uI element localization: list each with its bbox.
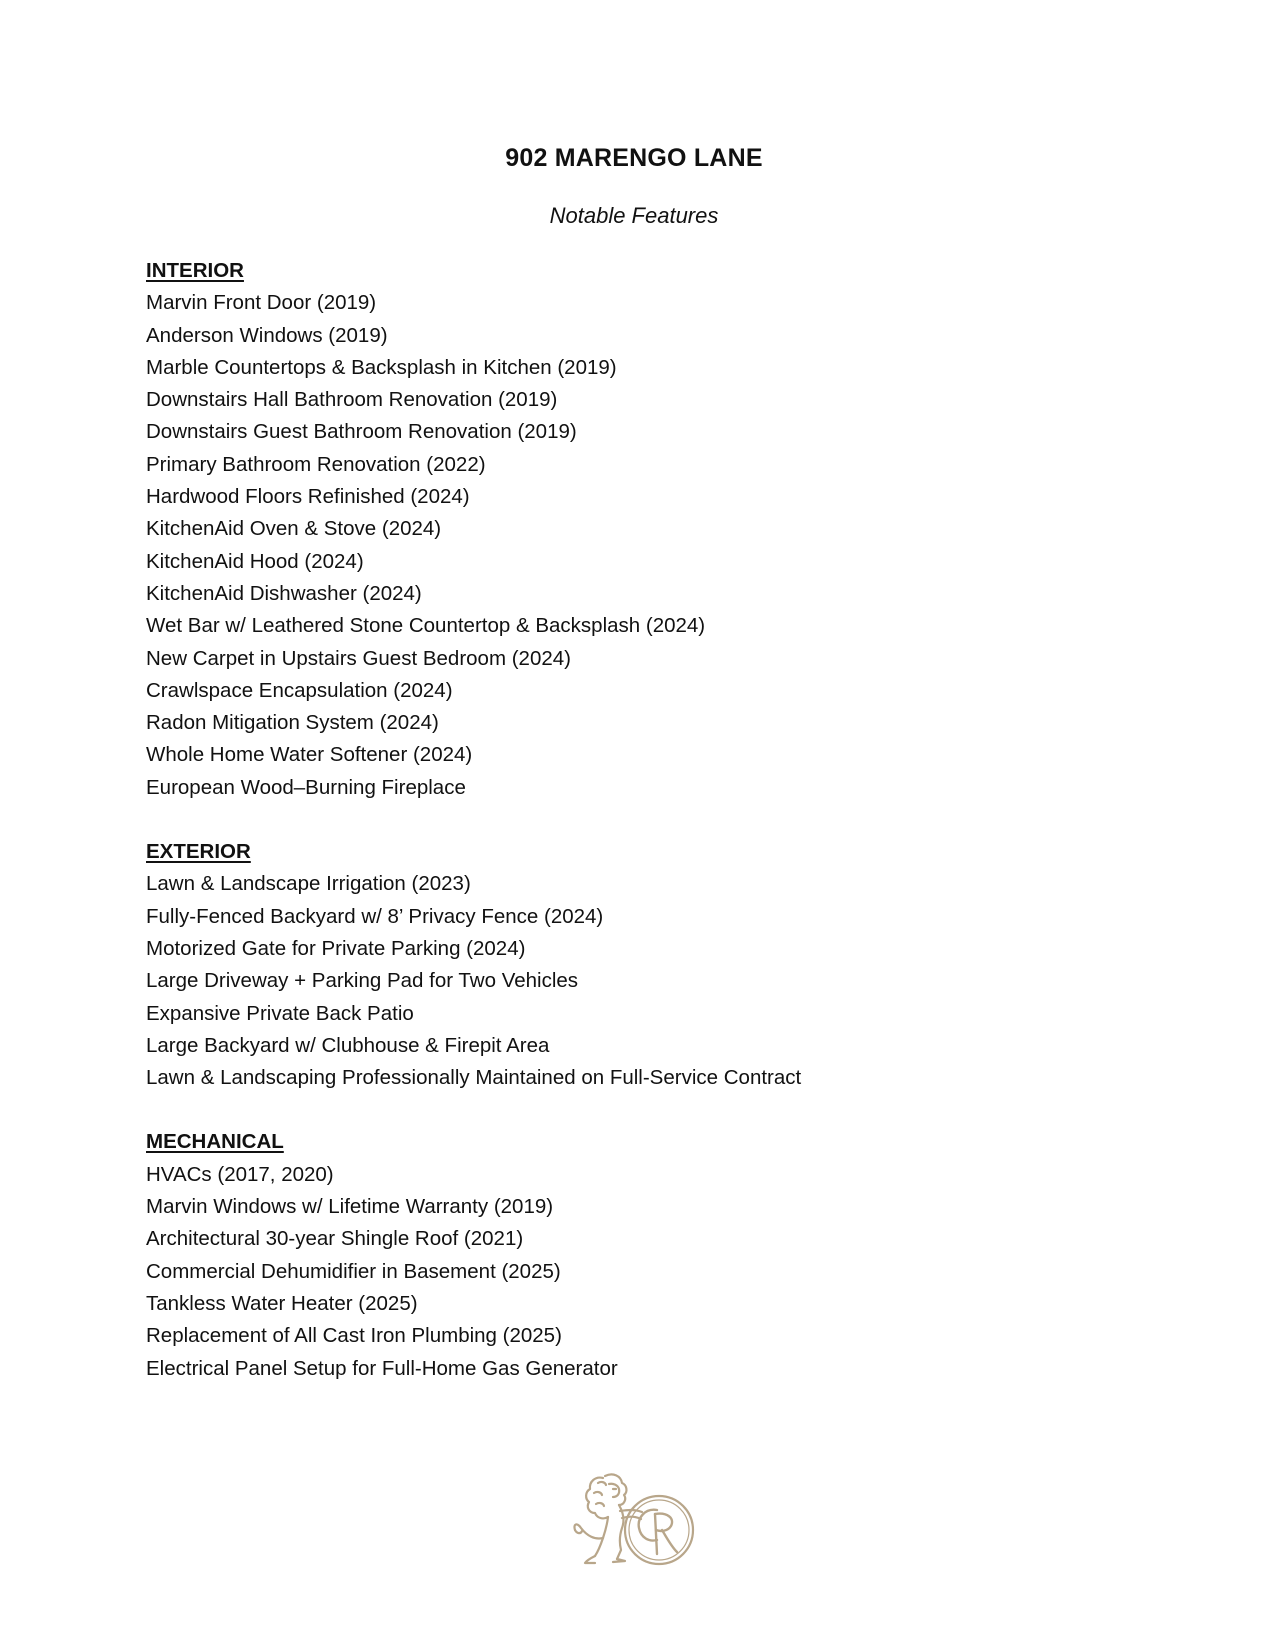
feature-item: European Wood–Burning Fireplace [146,775,466,799]
document-subtitle: Notable Features [549,203,719,228]
feature-item: Marvin Front Door (2019) [146,291,377,315]
section-heading: MECHANICAL [146,1130,284,1154]
feature-item: Primary Bathroom Renovation (2022) [146,452,486,476]
feature-item: Electrical Panel Setup for Full-Home Gas Generator [146,1356,618,1380]
feature-item: HVACs (2017, 2020) [146,1162,334,1186]
feature-item: Fully-Fenced Backyard w/ 8’ Privacy Fence (2024) [146,904,604,928]
section-heading: EXTERIOR [146,840,251,864]
feature-item: Lawn & Landscape Irrigation (2023) [146,872,471,896]
feature-item: Crawlspace Encapsulation (2024) [146,678,453,702]
section-mechanical [146,1126,1146,1384]
feature-item: Marble Countertops & Backsplash in Kitchen (2019) [146,355,617,379]
feature-item: Replacement of All Cast Iron Plumbing (2025) [146,1324,562,1348]
feature-item: Radon Mitigation System (2024) [146,711,439,735]
feature-item: Architectural 30-year Shingle Roof (2021) [146,1227,524,1251]
feature-list [146,287,1146,804]
feature-item: Commercial Dehumidifier in Basement (2025) [146,1259,561,1283]
feature-item: Anderson Windows (2019) [146,323,388,347]
feature-item: Wet Bar w/ Leathered Stone Countertop & Backsplash (2024) [146,614,706,638]
feature-sections [146,255,1146,1417]
lion-monogram-logo-icon [565,1466,699,1570]
feature-list [146,868,1146,1094]
feature-item: Whole Home Water Softener (2024) [146,743,473,767]
feature-list [146,1159,1146,1385]
feature-item: New Carpet in Upstairs Guest Bedroom (2024) [146,646,571,670]
feature-item: KitchenAid Dishwasher (2024) [146,581,422,605]
feature-item: Lawn & Landscaping Professionally Maintained on Full-Service Contract [146,1066,802,1090]
feature-item: Hardwood Floors Refinished (2024) [146,485,470,509]
section-interior [146,255,1146,804]
feature-item: Motorized Gate for Private Parking (2024) [146,936,526,960]
feature-item: Expansive Private Back Patio [146,1001,414,1025]
document-title: 902 MARENGO LANE [505,144,763,172]
feature-item: Large Backyard w/ Clubhouse & Firepit Area [146,1033,550,1057]
feature-item: KitchenAid Hood (2024) [146,549,364,573]
feature-item: Downstairs Guest Bathroom Renovation (2019) [146,420,577,444]
feature-item: Marvin Windows w/ Lifetime Warranty (2019) [146,1195,554,1219]
feature-item: KitchenAid Oven & Stove (2024) [146,517,442,541]
feature-item: Large Driveway + Parking Pad for Two Vehicles [146,969,579,993]
feature-item: Tankless Water Heater (2025) [146,1291,418,1315]
section-heading: INTERIOR [146,259,244,282]
feature-item: Downstairs Hall Bathroom Renovation (2019) [146,388,558,412]
section-exterior [146,836,1146,1094]
